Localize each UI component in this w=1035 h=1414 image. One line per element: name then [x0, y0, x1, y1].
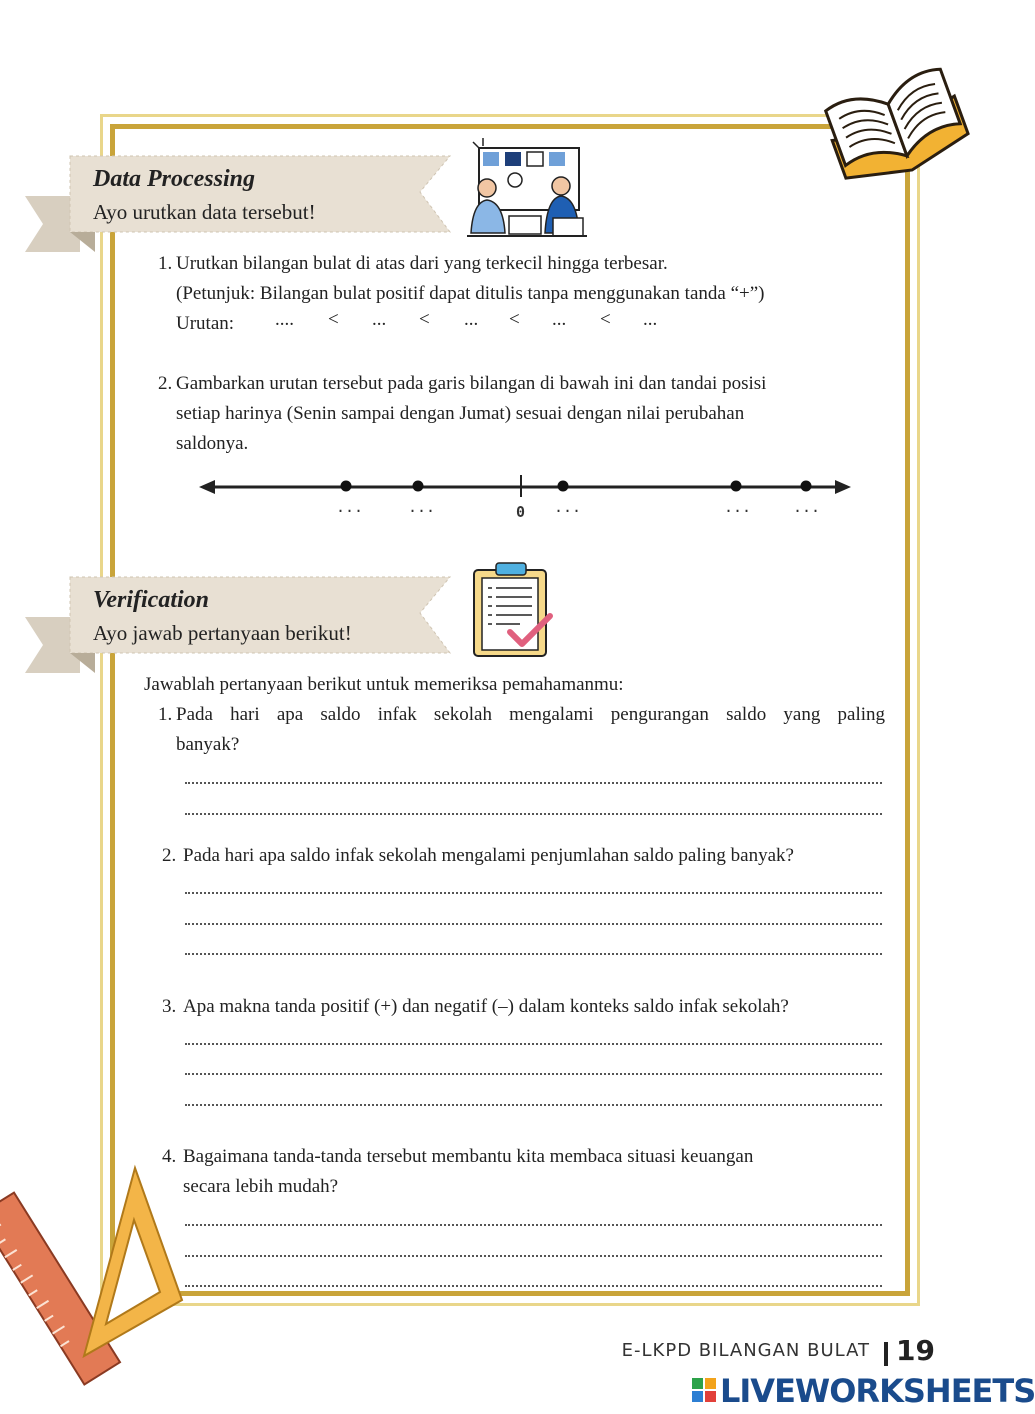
- section-title: Data Processing: [93, 166, 255, 192]
- section-subtitle: Ayo urutkan data tersebut!: [93, 200, 316, 224]
- order-less-than: <: [509, 309, 520, 330]
- point-marker: [731, 481, 742, 492]
- v-q4-line1: Bagaimana tanda-tanda tersebut membantu kita membaca situasi keuangan: [183, 1146, 754, 1167]
- answer-line[interactable]: [185, 1245, 882, 1257]
- zero-label: 0: [516, 503, 526, 521]
- order-blank[interactable]: ...: [552, 309, 567, 330]
- answer-line[interactable]: [185, 1033, 882, 1045]
- page-number: 19: [896, 1334, 935, 1367]
- answer-line[interactable]: [185, 882, 882, 894]
- answer-line[interactable]: [185, 772, 882, 784]
- order-blank[interactable]: ...: [643, 309, 658, 330]
- data-processing-banner: [25, 156, 455, 236]
- v-q2-number: 2.: [162, 845, 177, 866]
- point-marker: [341, 481, 352, 492]
- v-q4-number: 4.: [162, 1146, 177, 1167]
- v-q2-line1: Pada hari apa saldo infak sekolah mengalami penjumlahan saldo paling banyak?: [183, 845, 794, 866]
- dp-q1-number: 1.: [158, 253, 173, 274]
- v-q1-number: 1.: [158, 704, 173, 725]
- clipboard-checklist-icon: [470, 560, 560, 660]
- verification-intro: Jawablah pertanyaan berikut untuk memeriksa pemahamanmu:: [144, 674, 624, 695]
- dp-q2-line2: setiap harinya (Senin sampai dengan Jumat) sesuai dengan nilai perubahan: [176, 403, 745, 424]
- point-label[interactable]: ...: [408, 498, 436, 516]
- v-q1-line2: banyak?: [176, 734, 240, 755]
- open-book-icon: [820, 48, 970, 198]
- answer-line[interactable]: [185, 1063, 882, 1075]
- brand-wordmark[interactable]: LIVEWORKSHEETS: [720, 1372, 1035, 1410]
- liveworksheets-logo-icon: [692, 1378, 716, 1402]
- v-q1-line1: Pada hari apa saldo infak sekolah mengalami pengurangan saldo yang paling: [176, 704, 885, 725]
- point-label[interactable]: ...: [554, 498, 582, 516]
- answer-line[interactable]: [185, 1214, 882, 1226]
- dp-q1-order-label: Urutan:: [176, 313, 235, 334]
- v-q3-number: 3.: [162, 996, 177, 1017]
- point-label[interactable]: ...: [336, 498, 364, 516]
- verification-banner: [25, 577, 455, 657]
- dp-q2-number: 2.: [158, 373, 173, 394]
- answer-line[interactable]: [185, 803, 882, 815]
- point-marker: [413, 481, 424, 492]
- right-arrow-icon: [835, 480, 851, 494]
- ruler-triangle-icon: [0, 1160, 200, 1370]
- v-q4-line2: secara lebih mudah?: [183, 1176, 339, 1197]
- footer-divider: [884, 1342, 888, 1366]
- left-arrow-icon: [199, 480, 215, 494]
- dp-q1-line2: (Petunjuk: Bilangan bulat positif dapat ditulis tanpa menggunakan tanda “+”): [176, 283, 765, 304]
- point-marker: [558, 481, 569, 492]
- order-blank[interactable]: ...: [464, 309, 479, 330]
- dp-q2-line1: Gambarkan urutan tersebut pada garis bilangan di bawah ini dan tandai posisi: [176, 373, 767, 394]
- point-label[interactable]: ...: [793, 498, 821, 516]
- answer-line[interactable]: [185, 1275, 882, 1287]
- order-less-than: <: [419, 309, 430, 330]
- section-title: Verification: [93, 587, 210, 613]
- answer-line[interactable]: [185, 943, 882, 955]
- point-label[interactable]: ...: [724, 498, 752, 516]
- footer-title: E-LKPD BILANGAN BULAT: [621, 1340, 870, 1361]
- order-blank[interactable]: ...: [372, 309, 387, 330]
- order-less-than: <: [328, 309, 339, 330]
- dp-q1-line1: Urutkan bilangan bulat di atas dari yang terkecil hingga terbesar.: [176, 253, 668, 274]
- discussion-illustration-icon: [465, 138, 590, 243]
- order-less-than: <: [600, 309, 611, 330]
- point-marker: [801, 481, 812, 492]
- dp-q2-line3: saldonya.: [176, 433, 249, 454]
- order-blank[interactable]: ....: [275, 309, 294, 330]
- answer-line[interactable]: [185, 913, 882, 925]
- section-subtitle: Ayo jawab pertanyaan berikut!: [93, 621, 352, 645]
- answer-line[interactable]: [185, 1094, 882, 1106]
- v-q3-line1: Apa makna tanda positif (+) dan negatif (–) dalam konteks saldo infak sekolah?: [183, 996, 789, 1017]
